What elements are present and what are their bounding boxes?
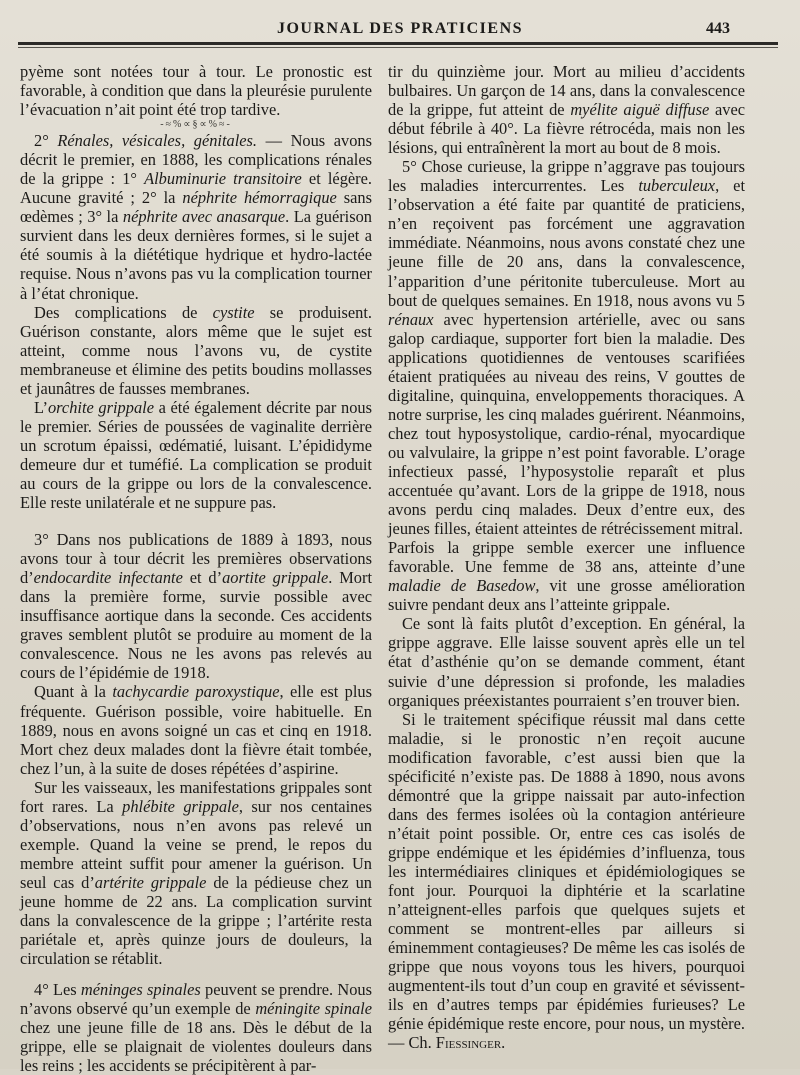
header-rule-thin xyxy=(18,47,778,48)
paragraph-tachycardia: Quant à la tachycardie paroxystique, elle est plus fréquente. Guérison possible, voire habituelle. En 1889, nous en avons soigné un cas et cinq en 1918. Mort chez deux malades dont la fièvre était tombée, chez l’un, à la suite de doses répétées d’aspirine. xyxy=(20,682,372,778)
paragraph-exception: Ce sont là faits plutôt d’exception. En général, la grippe aggrave. Elle laisse souvent après elle un tel état d’asthénie qu’on se demande comment, étant suivie d’une dépression si profonde, les maladies organiques préexistantes pourraient s’en trouver bien. xyxy=(388,614,745,710)
paragraph-cardiac: 3° Dans nos publications de 1889 à 1893, nous avons tour à tour décrit les premières observations d’endocardite infectante et d’aortite grippale. Mort dans la première forme, survie possible avec insuffisance aortique dans la seconde. Ces accidents graves semblent plutôt se produire au moment de la convalescence. Nous ne les avons pas relevés au cours de l’épidémie de 1918. xyxy=(20,530,372,683)
paragraph-cystitis: Des complications de cystite se produisent. Guérison constante, alors même que le sujet est atteint, comme nous l’avons vu, de cystite membraneuse et élimine des petits boudins mollasses et jaunâtres de fausses membranes. xyxy=(20,302,372,398)
paragraph-renal: 2° Rénales, vésicales, génitales. — Nous avons décrit le premier, en 1888, les complications rénales de la grippe : 1° Albuminurie transitoire et légère. Aucune gravité ; 2° la néphrite hémorragique sans œdèmes ; 3° la néphrite avec anasarque. La guérison survient dans les deux dernières formes, si le sujet a été soumis à la diététique hydrique et hydro-lactée requise. Nous n’avons pas vu la complication tourner à l’état chronique. xyxy=(20,131,373,303)
header-rule-thick xyxy=(18,42,778,45)
paragraph-orchitis: L’orchite grippale a été également décrite par nous le premier. Séries de poussées de vaginalite derrière un scrotum épaissi, œdématié, luisant. L’épididyme demeure dur et tuméfié. La complication se produit au cours de la grippe ou lors de la convalescence. Elle reste unilatérale et ne suppure pas. xyxy=(20,397,372,513)
paragraph-basedow: Parfois la grippe semble exercer une influence favorable. Une femme de 38 ans, atteinte d’une maladie de Basedow, vit une grosse amélioration suivre pendant deux ans l’atteinte grippale. xyxy=(388,538,746,615)
right-column xyxy=(388,62,745,1052)
section-ornament: -≈%∝§∝%≈- xyxy=(160,119,232,131)
journal-title: JOURNAL DES PRATICIENS xyxy=(276,20,524,37)
paragraph-specific-treatment: Si le traitement spécifique réussit mal dans cette maladie, si le pronostic n’en reçoit aucune modification favorable, c’est aussi bien que la spécificité n’existe pas. De 1888 à 1890, nous avons démontré que la grippe naissait par auto-infection dans des fermes isolées où la contagion antérieure n’était point possible. Or, entre ces cas isolés de grippe endémique et les épidémies d’influenza, tous les intermédiaires cliniques et épidémiologiques se font jour. Pourquoi la diphtérie et la scarlatine n’atteignent-elles parfois que quelques sujets et comment se montrent-elles par ailleurs si éminemment contagieuses? De même les cas isolés de grippe que nous voyons tous les hivers, pourquoi augmentent-ils tout d’un coup en gravité et sévissent-ils en d’autres temps par épidémies furieuses? Le génie épidémique reste encore, pour nous, un mystère. — Ch. Fiessinger. xyxy=(388,709,745,1053)
paragraph-myelitis: tir du quinzième jour. Mort au milieu d’accidents bulbaires. Un garçon de 14 ans, dans la convalescence de la grippe, fut atteint de myélite aiguë diffuse avec début fébrile à 40°. La fièvre rétrocéda, mais non les lésions, qui entraînèrent la mort au bout de 8 mois. xyxy=(388,62,746,158)
page-header xyxy=(0,0,800,40)
section-gap xyxy=(20,968,372,980)
page-number: 443 xyxy=(706,20,730,37)
left-column xyxy=(20,62,372,1075)
section-gap xyxy=(20,512,372,530)
paragraph-vessels: Sur les vaisseaux, les manifestations grippales sont fort rares. La phlébite grippale, sur nos centaines d’observations, nous n’en avons pas relevé un exemple. Quand la veine se prend, le repos du membre atteint suffit pour amener la guérison. Un seul cas d’artérite grippale de la pédieuse chez un jeune homme de 22 ans. La complication survint dans la convalescence de la grippe ; l’artérite resta pariétale et, après quinze jours de douleurs, la circulation se rétablit. xyxy=(20,777,372,969)
paragraph-meninges: 4° Les méninges spinales peuvent se prendre. Nous n’avons observé qu’un exemple de méningite spinale chez une jeune fille de 18 ans. Dès le début de la grippe, elle se plaignait de violentes douleurs dans les reins ; les accidents se précipitèrent à par- xyxy=(20,980,372,1075)
paragraph-intercurrent: 5° Chose curieuse, la grippe n’aggrave pas toujours les maladies intercurrentes. Les tuberculeux, et l’observation a été faite par quantité de praticiens, n’en reçoivent pas forcément une aggravation immédiate. Néanmoins, nous avons constaté chez une jeune fille de 20 ans, dans la convalescence, l’apparition d’une péritonite tuberculeuse. Mort au bout de quelques semaines. En 1918, nous avons vu 5 rénaux avec hypertension artérielle, avec ou sans galop cardiaque, supporter fort bien la maladie. Des applications quotidiennes de ventouses scarifiées étaient pratiquées au niveau des reins, V gouttes de digitaline, quinquina, enveloppements thoraciques. A notre surprise, les cinq malades guérirent. Néanmoins, chez tout hyposystolique, cardio-rénal, myocardique ou valvulaire, la grippe n’est point favorable. L’orage infectieux passé, l’hyposystolie reparaît et plus accentuée qu’avant. Lors de la grippe de 1918, nous avons perdu cinq malades. Deux d’entre eux, des jeunes filles, étaient atteintes de rétrécissement mitral. xyxy=(388,157,745,539)
paragraph-pleurisy-end: pyème sont notées tour à tour. Le pronostic est favorable, à condition que dans la pleurésie purulente l’évacuation n’ait point été trop tardive. xyxy=(20,62,372,120)
